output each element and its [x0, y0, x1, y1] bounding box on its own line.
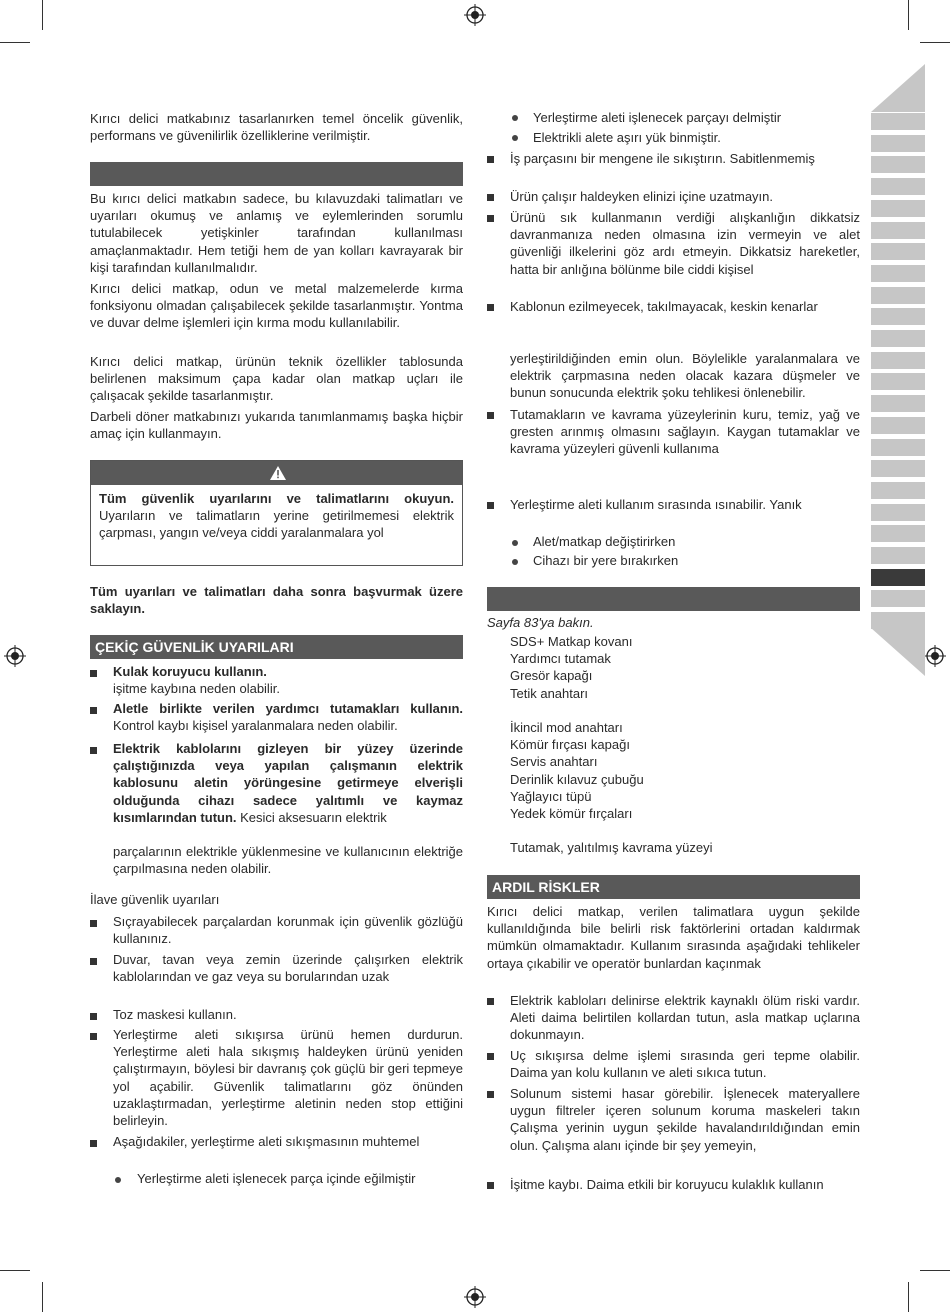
registration-mark-icon	[924, 645, 946, 667]
tab-strip-top	[871, 64, 925, 112]
warning-header	[91, 461, 462, 485]
bullet-square	[90, 707, 97, 714]
language-tab	[871, 265, 925, 282]
page-reference: Sayfa 83'ya bakın.	[487, 615, 594, 630]
language-tab	[871, 525, 925, 542]
parts-list-item: Tetik anahtarı	[510, 685, 589, 701]
save-instructions: Tüm uyarıları ve talimatları daha sonra başvurmak üzere saklayın.	[90, 584, 463, 617]
residual-item: İşitme kaybı. Daima etkili bir koruyucu kulaklık kullanın	[510, 1177, 824, 1192]
bullet-square	[90, 670, 97, 677]
extra-item: Duvar, tavan veya zemin üzerinde çalışırken elektrik kablolarından ve gaz veya su borularından uzak	[113, 952, 463, 985]
bullet-dot	[512, 540, 518, 546]
bullet-square	[487, 215, 494, 222]
cable-continuation: yerleştirildiğinden emin olun. Böylelikle yaralanmalara ve elektrik çarpmasına neden olacak kazara düşmeler ve bunun sonucunda elektrik şoku tehlikesi önlenebilir.	[510, 351, 860, 401]
hammer-item-text: işitme kaybına neden olabilir.	[113, 681, 280, 697]
hammer-item-bold: Aletle birlikte verilen yardımcı tutamakları kullanın.	[113, 701, 463, 716]
language-tab	[871, 135, 925, 152]
hammer-item-text: Kesici aksesuarın elektrik	[240, 809, 387, 825]
parts-list-item: SDS+ Matkap kovanı	[510, 634, 633, 649]
language-tab	[871, 352, 925, 369]
hammer-item-continuation: parçalarının elektrikle yüklenmesine ve kullanıcının elektriğe çarpılmasına neden olabilir.	[113, 844, 463, 877]
safety-item: Yerleştirme aleti kullanım sırasında ısınabilir. Yanık	[510, 497, 802, 512]
parts-list-item: Servis anahtarı	[510, 754, 598, 770]
language-tab	[871, 395, 925, 412]
bullet-square	[90, 747, 97, 754]
bullet-square	[487, 1182, 494, 1189]
language-tab	[871, 330, 925, 347]
language-tab	[871, 417, 925, 434]
language-tab	[871, 113, 925, 130]
usage-section-bar	[90, 162, 463, 186]
safety-item: Kablonun ezilmeyecek, takılmayacak, keskin kenarlar	[510, 299, 818, 314]
bullet-square	[487, 1053, 494, 1060]
bullet-square	[90, 920, 97, 927]
warning-triangle-icon	[269, 465, 287, 481]
usage-paragraph: Kırıcı delici matkap, odun ve metal malzemelerde kırma fonksiyonu olmadan çalışabilecek şekilde tasarlanmıştır. Yontma ve duvar delme işlemleri için kırma modu kullanılabilir.	[90, 281, 463, 331]
language-tab	[871, 547, 925, 564]
sub-bullet-text: Elektrikli alete aşırı yük binmiştir.	[533, 130, 721, 145]
language-tab	[871, 482, 925, 499]
language-tab	[871, 504, 925, 521]
bullet-square	[487, 1091, 494, 1098]
language-tab	[871, 590, 925, 607]
crop-mark	[42, 0, 43, 30]
usage-paragraph: Darbeli döner matkabınızı yukarıda tanımlanmamış başka hiçbir amaç için kullanmayın.	[90, 409, 463, 442]
extra-item: Toz maskesi kullanın.	[113, 1007, 237, 1022]
language-tab	[871, 287, 925, 304]
hammer-item	[113, 740, 463, 826]
extra-warnings-title: İlave güvenlik uyarıları	[90, 892, 220, 907]
bullet-dot	[115, 1177, 121, 1183]
hammer-item-bold: Elektrik kablolarını gizleyen bir yüzey üzerinde çalıştığınızda veya yapılan çalışmanın elektrik kablosunu aletin yörüngesine getirmeye elverişli olduğunda cihazı sadece yalıtımlı ve kaymaz kısımlarından tutun.	[113, 741, 463, 825]
bullet-dot	[512, 559, 518, 565]
crop-mark	[920, 42, 950, 43]
safety-item: İş parçasını bir mengene ile sıkıştırın. Sabitlenmemiş	[510, 151, 815, 166]
crop-mark	[0, 1270, 30, 1271]
bullet-square	[487, 156, 494, 163]
sub-bullet-text: Cihazı bir yere bırakırken	[533, 553, 679, 568]
parts-list-item: Derinlik kılavuz çubuğu	[510, 771, 644, 787]
bullet-square	[90, 958, 97, 965]
registration-mark-icon	[464, 4, 486, 26]
bullet-square	[90, 1140, 97, 1147]
crop-mark	[0, 42, 30, 43]
language-tab	[871, 439, 925, 456]
language-tab	[871, 308, 925, 325]
usage-paragraph: Kırıcı delici matkap, ürünün teknik özellikler tablosunda belirlenen maksimum çapa kadar olan matkap uçları ile çalışacak şekilde tasarlanmıştır.	[90, 354, 463, 404]
bullet-dot	[512, 115, 518, 121]
safety-item: Ürünü sık kullanmanın verdiği alışkanlığın dikkatsiz davranmanıza neden olmasına izin vermeyin ve alet güvenliği ilkelerini göz ardı etmeyin. Dikkatsiz hareketler, hatta bir anlığına bölünme bile ciddi kişisel	[510, 210, 860, 277]
crop-mark	[908, 1282, 909, 1312]
extra-item: Sıçrayabilecek parçalardan korunmak için güvenlik gözlüğü kullanınız.	[113, 914, 463, 947]
tab-strip-bottom	[871, 628, 925, 676]
hammer-item-text: Kontrol kaybı kişisel yaralanmalara neden olabilir.	[113, 718, 398, 734]
hammer-item-bold: Kulak koruyucu kullanın.	[113, 664, 267, 679]
parts-list-item: Yardımcı tutamak	[510, 651, 611, 667]
residual-item: Elektrik kabloları delinirse elektrik kaynaklı ölüm riski vardır. Aleti daima belirtilen kollardan tutun, asla matkap uçlarına dokunmayın.	[510, 993, 860, 1043]
bullet-square	[90, 1033, 97, 1040]
hammer-item	[113, 700, 463, 734]
safety-item: Ürün çalışır haldeyken elinizi içine uzatmayın.	[510, 189, 774, 204]
crop-mark	[908, 0, 909, 30]
language-tab	[871, 243, 925, 260]
language-tab	[871, 460, 925, 477]
parts-list-item: Tutamak, yalıtılmış kavrama yüzeyi	[510, 840, 713, 856]
residual-item: Solunum sistemi hasar görebilir. İşlenecek materyallere uygun filtreler içeren solunum koruma maskeleri takın Çalışma yerinin uygun şekilde havalandırıldığından emin olun. Çalışma alanı içinde bir şey yemeyin,	[510, 1086, 860, 1153]
extra-item: Aşağıdakiler, yerleştirme aleti sıkışmasının muhtemel	[113, 1134, 420, 1149]
parts-list-item: Kömür fırçası kapağı	[510, 737, 630, 753]
language-tab	[871, 156, 925, 173]
sub-bullet-text: Yerleştirme aleti işlenecek parça içinde eğilmiştir	[137, 1171, 416, 1186]
language-tab	[871, 612, 925, 629]
usage-paragraph: Bu kırıcı delici matkabın sadece, bu kılavuzdaki talimatları ve uyarıları okumuş ve anlamış ve eylemlerinden sorumlu tutulabilecek yetişkinler tarafından kullanılması amaçlanmaktadır. Hem tetiği hem de yan kolları kavrayarak bir kişi tarafından kullanılmalıdır.	[90, 191, 463, 275]
registration-mark-icon	[464, 1286, 486, 1308]
parts-list-item: Yedek kömür fırçaları	[510, 806, 633, 821]
parts-list-item: Yağlayıcı tüpü	[510, 788, 592, 804]
warning-body-text: Uyarıların ve talimatların yerine getirilmemesi elektrik çarpması, yangın ve/veya ciddi yaralanmalara yol	[99, 508, 454, 541]
extra-item: Yerleştirme aleti sıkışırsa ürünü hemen durdurun. Yerleştirme aleti hala sıkışmış haldeyken ürünü yeniden çalıştırmayın, böylesi bir davranış çok güçlü bir geri tepmeye yol açabilir. Güvenlik talimatlarını göz önünden uzaklaştırmadan, yerleştirme aletinin neden stop ettiğini belirleyin.	[113, 1027, 463, 1129]
sub-bullet-text: Yerleştirme aleti işlenecek parçayı delmiştir	[533, 110, 782, 125]
bullet-square	[487, 412, 494, 419]
residual-risks-title: ARDIL RİSKLER	[487, 875, 860, 899]
residual-intro: Kırıcı delici matkap, verilen talimatlara uygun şekilde kullanıldığında bile belirli risk faktörlerini ortadan kaldırmak mümkün olmamaktadır. Kullanım sırasında aşağıdaki tehlikeler ortaya çıkabilir ve operatör bunlardan kaçınmak	[487, 904, 860, 971]
residual-item: Uç sıkışırsa delme işlemi sırasında geri tepme olabilir. Daima yan kolu kullanın ve aleti sıkıca tutun.	[510, 1048, 860, 1081]
warning-text	[99, 490, 454, 542]
bullet-square	[90, 1013, 97, 1020]
parts-list-item: Gresör kapağı	[510, 668, 593, 684]
bullet-dot	[512, 135, 518, 141]
crop-mark	[920, 1270, 950, 1271]
parts-section-bar	[487, 587, 860, 611]
hammer-item	[113, 663, 463, 697]
parts-list-item: İkincil mod anahtarı	[510, 720, 623, 735]
intro-paragraph: Kırıcı delici matkabınız tasarlanırken temel öncelik güvenlik, performans ve güvenilirlik özelliklerine verilmiştir.	[90, 111, 463, 144]
warning-box	[90, 460, 463, 566]
crop-mark	[42, 1282, 43, 1312]
bullet-square	[487, 998, 494, 1005]
language-tab	[871, 178, 925, 195]
language-tab	[871, 569, 925, 586]
bullet-square	[487, 194, 494, 201]
bullet-square	[487, 502, 494, 509]
language-tab	[871, 200, 925, 217]
sub-bullet-text: Alet/matkap değiştirirken	[533, 534, 676, 549]
registration-mark-icon	[4, 645, 26, 667]
safety-item: Tutamakların ve kavrama yüzeylerinin kuru, temiz, yağ ve gresten arınmış olmasını sağlayın. Kaygan tutamaklar ve kavrama yüzeyleri güvenli kullanıma	[510, 407, 860, 457]
warning-bold-text: Tüm güvenlik uyarılarını ve talimatlarını okuyun.	[99, 491, 454, 506]
language-tab	[871, 222, 925, 239]
bullet-square	[487, 304, 494, 311]
language-tab	[871, 373, 925, 390]
hammer-section-title: ÇEKİÇ GÜVENLİK UYARILARI	[90, 635, 463, 659]
